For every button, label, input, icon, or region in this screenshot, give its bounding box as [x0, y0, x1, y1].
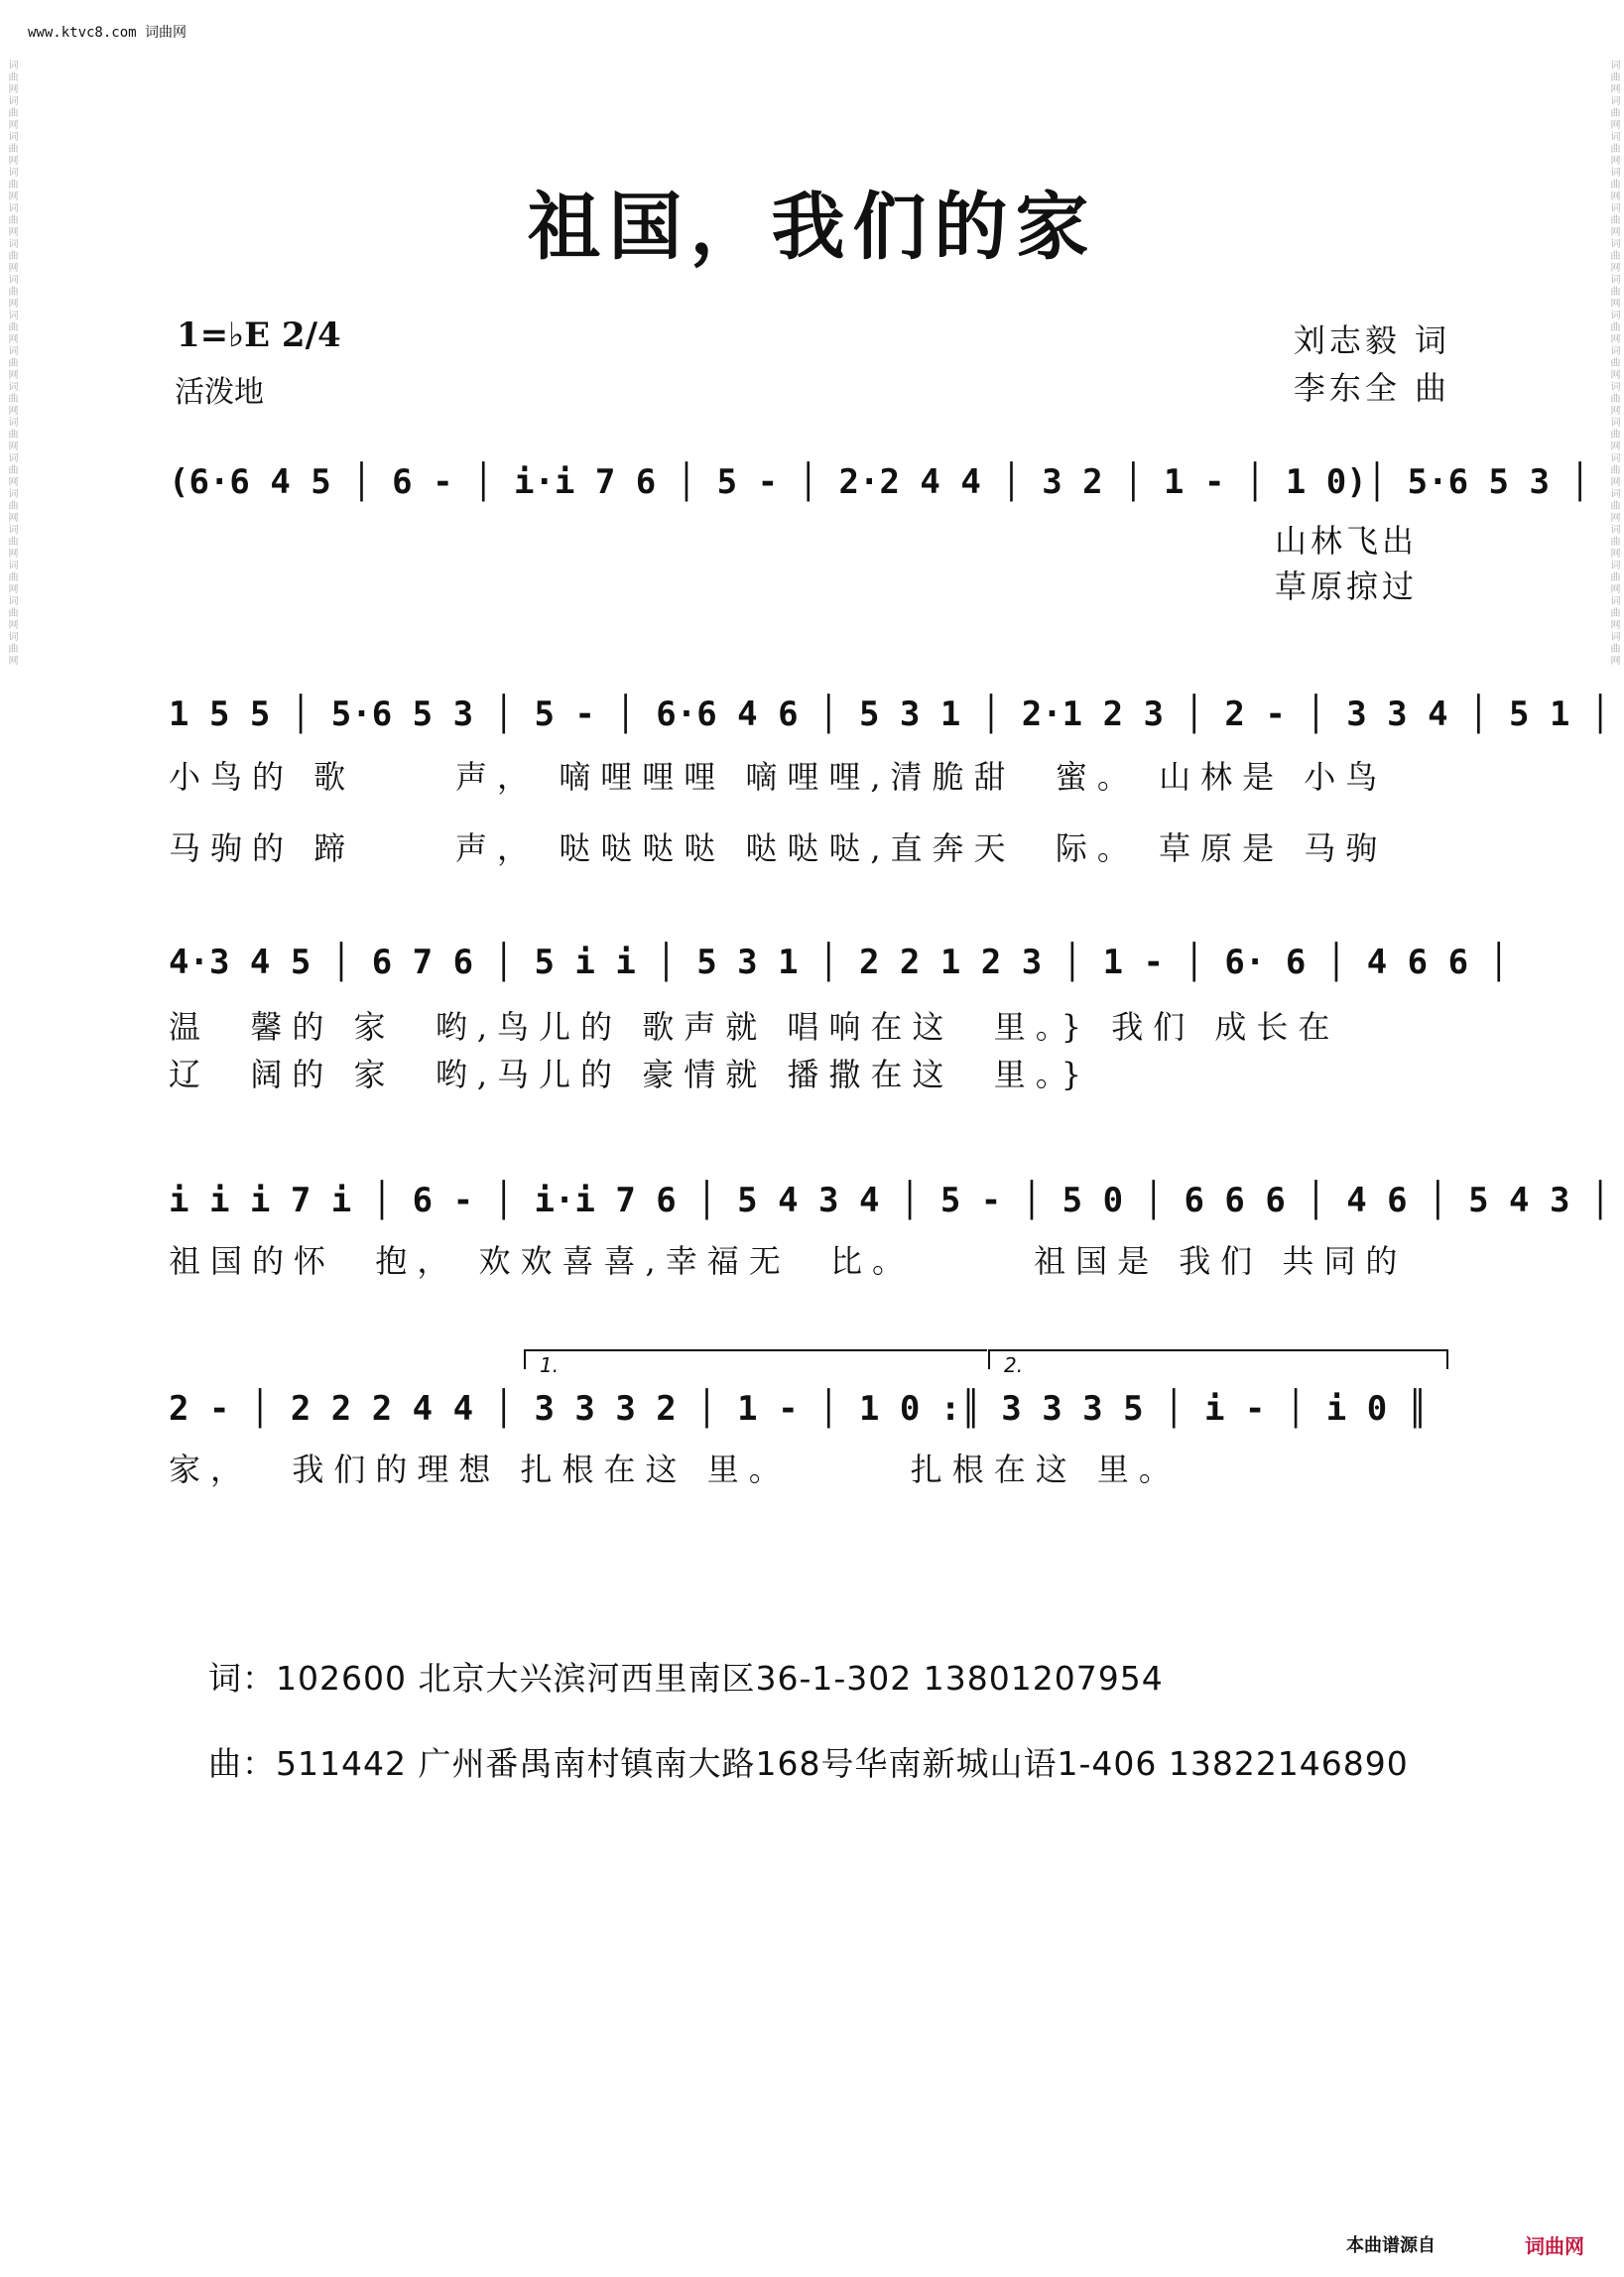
song-title: 祖国，我们的家: [527, 185, 1097, 270]
key-signature: 1=♭E 2/4: [177, 316, 341, 355]
footer-brand-logo[interactable]: 词曲网: [1525, 2234, 1584, 2258]
side-watermark-left: 词曲网词曲网词曲网词曲网词曲网词曲网词曲网词曲网词曲网词曲网词曲网词曲网词曲网词曲网词曲网词曲网词曲网: [6, 60, 17, 667]
lyricist-contact: 词：102600 北京大兴滨河西里南区36-1-302 13801207954: [208, 1659, 1164, 1698]
lyric-row-1-verse-1: 山林飞出: [1275, 522, 1419, 560]
volta-first-ending: [524, 1349, 987, 1377]
notation-row-5: 2 - │ 2 2 2 4 4 │ 3 3 3 2 │ 1 - │ 1 0 :║ 3 3 3 5 │ i - │ i 0 ║: [169, 1389, 1429, 1429]
lyric-row-5-verse-1: 家， 我们的理想 扎根在这 里。 扎根在这 里。: [169, 1451, 1181, 1488]
lyricist-credit: 刘志毅 词: [1293, 321, 1450, 359]
lyric-row-3-verse-2: 辽 阔的 家 哟,马儿的 豪情就 播撒在这 里。}: [169, 1056, 1092, 1093]
lyric-row-2-verse-1: 小鸟的 歌 声， 嘀哩哩哩 嘀哩哩,清脆甜 蜜。 山林是 小鸟: [169, 758, 1388, 796]
lyric-row-1-verse-2: 草原掠过: [1275, 568, 1419, 605]
volta-second-label: 2.: [1004, 1353, 1024, 1377]
notation-row-1: (6·6 4 5 │ 6 - │ i·i 7 6 │ 5 - │ 2·2 4 4 │ 3 2 │ 1 - │ 1 0)│ 5·6 5 3 │: [169, 462, 1590, 502]
footer-source-label: 本曲谱源自: [1346, 2235, 1436, 2256]
lyric-row-2-verse-2: 马驹的 蹄 声， 哒哒哒哒 哒哒哒,直奔天 际。 草原是 马驹: [169, 829, 1388, 867]
tempo-marking: 活泼地: [175, 375, 264, 410]
composer-contact: 曲：511442 广州番禺南村镇南大路168号华南新城山语1-406 13822146890: [208, 1744, 1409, 1783]
volta-second-ending: [988, 1349, 1448, 1377]
lyric-row-4-verse-1: 祖国的怀 抱， 欢欢喜喜,幸福无 比。 祖国是 我们 共同的: [169, 1242, 1408, 1280]
site-url[interactable]: www.ktvc8.com 词曲网: [28, 25, 187, 41]
notation-row-3: 4·3 4 5 │ 6 7 6 │ 5 i i │ 5 3 1 │ 2 2 1 2 3 │ 1 - │ 6· 6 │ 4 6 6 │: [169, 943, 1510, 982]
volta-first-label: 1.: [540, 1353, 560, 1377]
notation-row-4: i i i 7 i │ 6 - │ i·i 7 6 │ 5 4 3 4 │ 5 - │ 5 0 │ 6 6 6 │ 4 6 │ 5 4 3 │: [169, 1181, 1611, 1220]
side-watermark-right: 词曲网词曲网词曲网词曲网词曲网词曲网词曲网词曲网词曲网词曲网词曲网词曲网词曲网词曲网词曲网词曲网词曲网: [1608, 60, 1619, 667]
composer-credit: 李东全 曲: [1293, 369, 1450, 407]
lyric-row-3-verse-1: 温 馨的 家 哟,鸟儿的 歌声就 唱响在这 里。} 我们 成长在: [169, 1008, 1340, 1046]
notation-row-2: 1 5 5 │ 5·6 5 3 │ 5 - │ 6·6 4 6 │ 5 3 1 │ 2·1 2 3 │ 2 - │ 3 3 4 │ 5 1 │: [169, 695, 1611, 734]
